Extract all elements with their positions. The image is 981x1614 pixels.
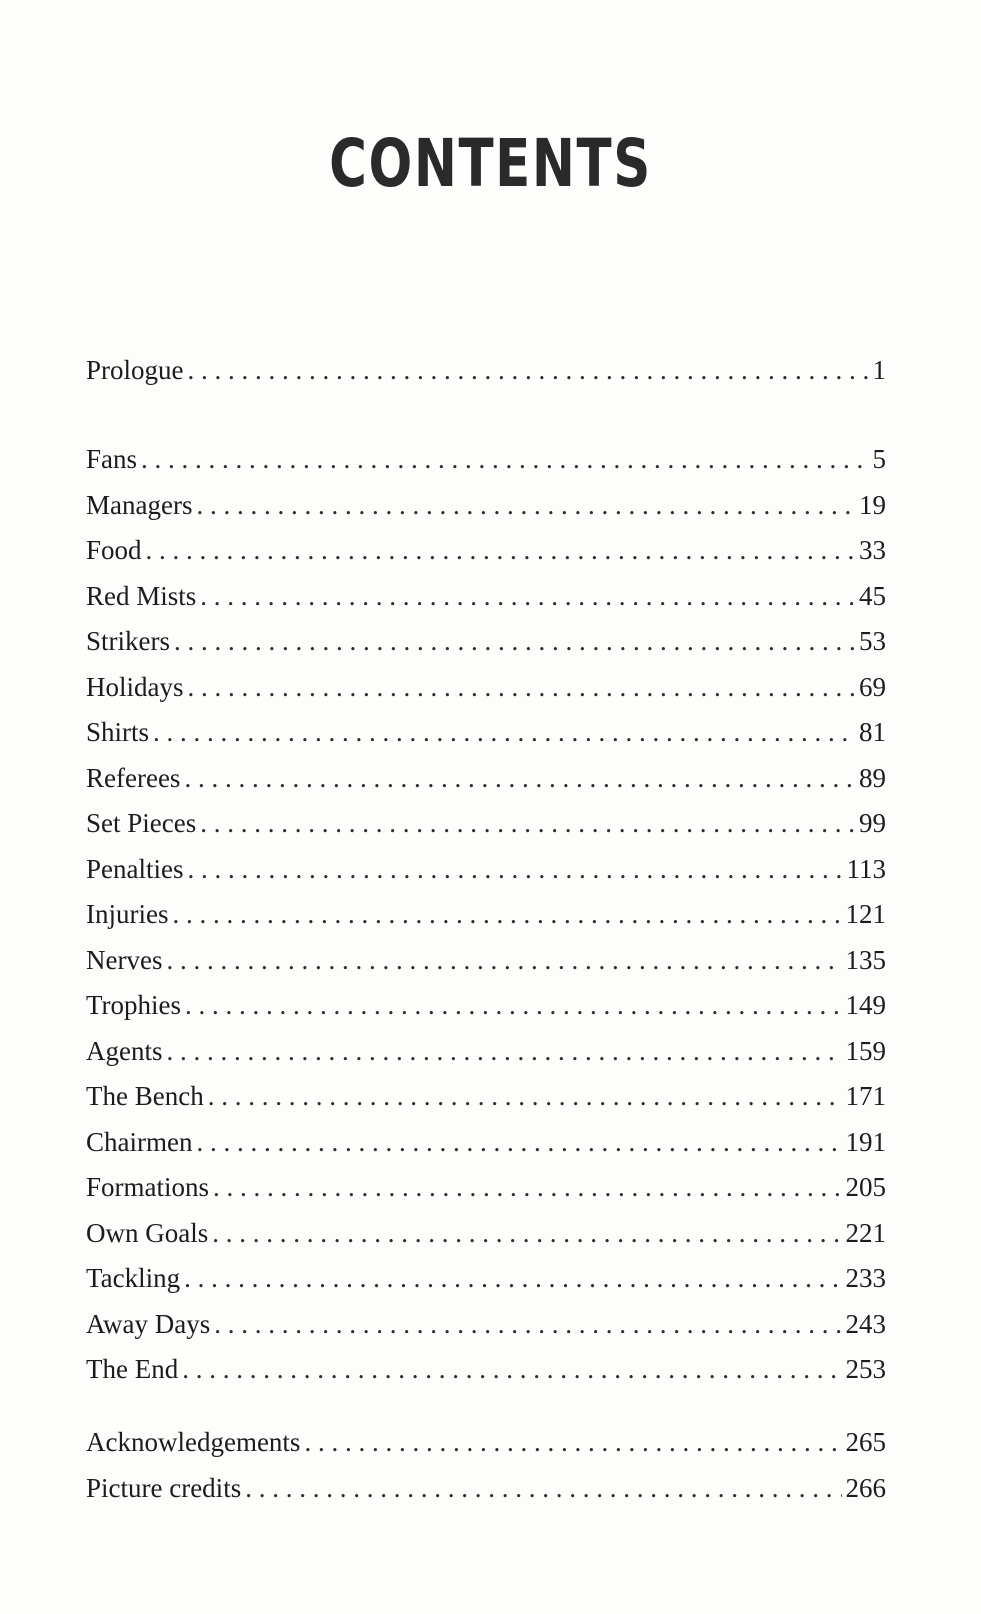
toc-entry-page-number: 5: [872, 444, 886, 474]
toc-entry-title: The End: [86, 1354, 179, 1384]
dot-leader: [141, 437, 868, 483]
toc-entry-title: Injuries: [86, 899, 169, 929]
toc-entry-title: Referees: [86, 762, 181, 793]
toc-entry: [86, 528, 886, 574]
dot-leader: [146, 528, 855, 574]
toc-entry: [86, 938, 886, 984]
toc-entry: [86, 1302, 886, 1348]
toc-entry: [86, 1347, 886, 1393]
toc-entry-page-number: 221: [845, 1217, 886, 1248]
toc-entry-title: Nerves: [86, 944, 163, 975]
toc-entry: [86, 1256, 886, 1302]
toc-entry: [86, 801, 886, 847]
toc-entry: [86, 483, 886, 529]
toc-entry-title: Own Goals: [86, 1217, 209, 1248]
toc-entry-page-number: 205: [845, 1172, 886, 1202]
toc-entry: [86, 1120, 886, 1166]
toc-front-matter: [86, 348, 886, 394]
toc-entry: [86, 710, 886, 756]
toc-entry-page-number: 45: [859, 580, 886, 611]
toc-entry-title: Shirts: [86, 717, 150, 747]
toc-entry-page-number: 191: [845, 1126, 886, 1157]
toc-back-matter: [86, 1420, 886, 1511]
toc-entry-title: Penalties: [86, 853, 184, 884]
dot-leader: [187, 847, 842, 893]
toc-chapters: [86, 437, 886, 1393]
dot-leader: [185, 983, 841, 1029]
toc-entry-title: Red Mists: [86, 580, 197, 611]
dot-leader: [213, 1165, 841, 1211]
toc-entry: [86, 892, 886, 938]
toc-entry-title: Managers: [86, 489, 193, 520]
dot-leader: [184, 756, 855, 802]
dot-leader: [166, 938, 841, 984]
toc-entry-page-number: 171: [845, 1081, 886, 1111]
toc-entry-page-number: 81: [859, 717, 886, 747]
toc-entry: [86, 983, 886, 1029]
toc-entry: [86, 1165, 886, 1211]
dot-leader: [212, 1211, 841, 1257]
toc-entry: [86, 348, 886, 394]
toc-entry: [86, 756, 886, 802]
page-title: CONTENTS: [329, 125, 652, 202]
dot-leader: [153, 710, 855, 756]
dot-leader: [174, 619, 855, 665]
toc-entry-page-number: 149: [845, 990, 886, 1020]
toc-entry-page-number: 253: [845, 1354, 886, 1384]
toc-entry-page-number: 121: [845, 899, 886, 929]
toc-entry-title: Set Pieces: [86, 808, 197, 838]
toc-entry-page-number: 243: [845, 1308, 886, 1339]
toc-entry-title: Tackling: [86, 1263, 181, 1293]
toc-entry-page-number: 266: [845, 1472, 886, 1503]
toc-entry-title: Formations: [86, 1172, 210, 1202]
toc-entry-page-number: 113: [846, 853, 886, 884]
toc-entry-title: Chairmen: [86, 1126, 193, 1157]
toc-entry-page-number: 19: [859, 489, 886, 520]
toc-entry-title: Fans: [86, 444, 138, 474]
dot-leader: [304, 1420, 841, 1466]
toc-entry: [86, 847, 886, 893]
dot-leader: [208, 1074, 842, 1120]
toc-entry-title: Holidays: [86, 671, 184, 702]
dot-leader: [200, 801, 855, 847]
toc-entry-page-number: 89: [859, 762, 886, 793]
toc-entry-page-number: 1: [872, 355, 886, 385]
toc-entry-title: Prologue: [86, 355, 184, 385]
toc-entry: [86, 1029, 886, 1075]
dot-leader: [245, 1466, 841, 1512]
toc-entry-title: Away Days: [86, 1308, 211, 1339]
toc-entry: [86, 437, 886, 483]
dot-leader: [167, 1029, 842, 1075]
dot-leader: [214, 1302, 841, 1348]
dot-leader: [196, 483, 855, 529]
toc-entry-title: Food: [86, 535, 142, 565]
toc-entry: [86, 1466, 886, 1512]
toc-entry-page-number: 53: [859, 626, 886, 656]
toc-entry-page-number: 135: [845, 944, 886, 975]
toc-entry: [86, 619, 886, 665]
toc-entry-page-number: 99: [859, 808, 886, 838]
toc-entry-page-number: 159: [845, 1035, 886, 1066]
dot-leader: [172, 892, 841, 938]
dot-leader: [188, 348, 869, 394]
dot-leader: [184, 1256, 841, 1302]
toc-entry-page-number: 69: [859, 671, 886, 702]
toc-entry-title: The Bench: [86, 1081, 204, 1111]
toc-entry-title: Agents: [86, 1035, 163, 1066]
toc-entry: [86, 665, 886, 711]
dot-leader: [188, 665, 856, 711]
toc-entry: [86, 1420, 886, 1466]
toc-entry-page-number: 233: [845, 1263, 886, 1293]
dot-leader: [182, 1347, 841, 1393]
toc-entry-title: Trophies: [86, 990, 182, 1020]
dot-leader: [196, 1120, 841, 1166]
toc-entry-title: Acknowledgements: [86, 1427, 301, 1457]
dot-leader: [200, 574, 855, 620]
toc-entry: [86, 1211, 886, 1257]
toc-entry-title: Picture credits: [86, 1472, 242, 1503]
toc-entry: [86, 574, 886, 620]
toc-entry: [86, 1074, 886, 1120]
toc-entry-page-number: 33: [859, 535, 886, 565]
toc-entry-page-number: 265: [845, 1427, 886, 1457]
toc-entry-title: Strikers: [86, 626, 170, 656]
